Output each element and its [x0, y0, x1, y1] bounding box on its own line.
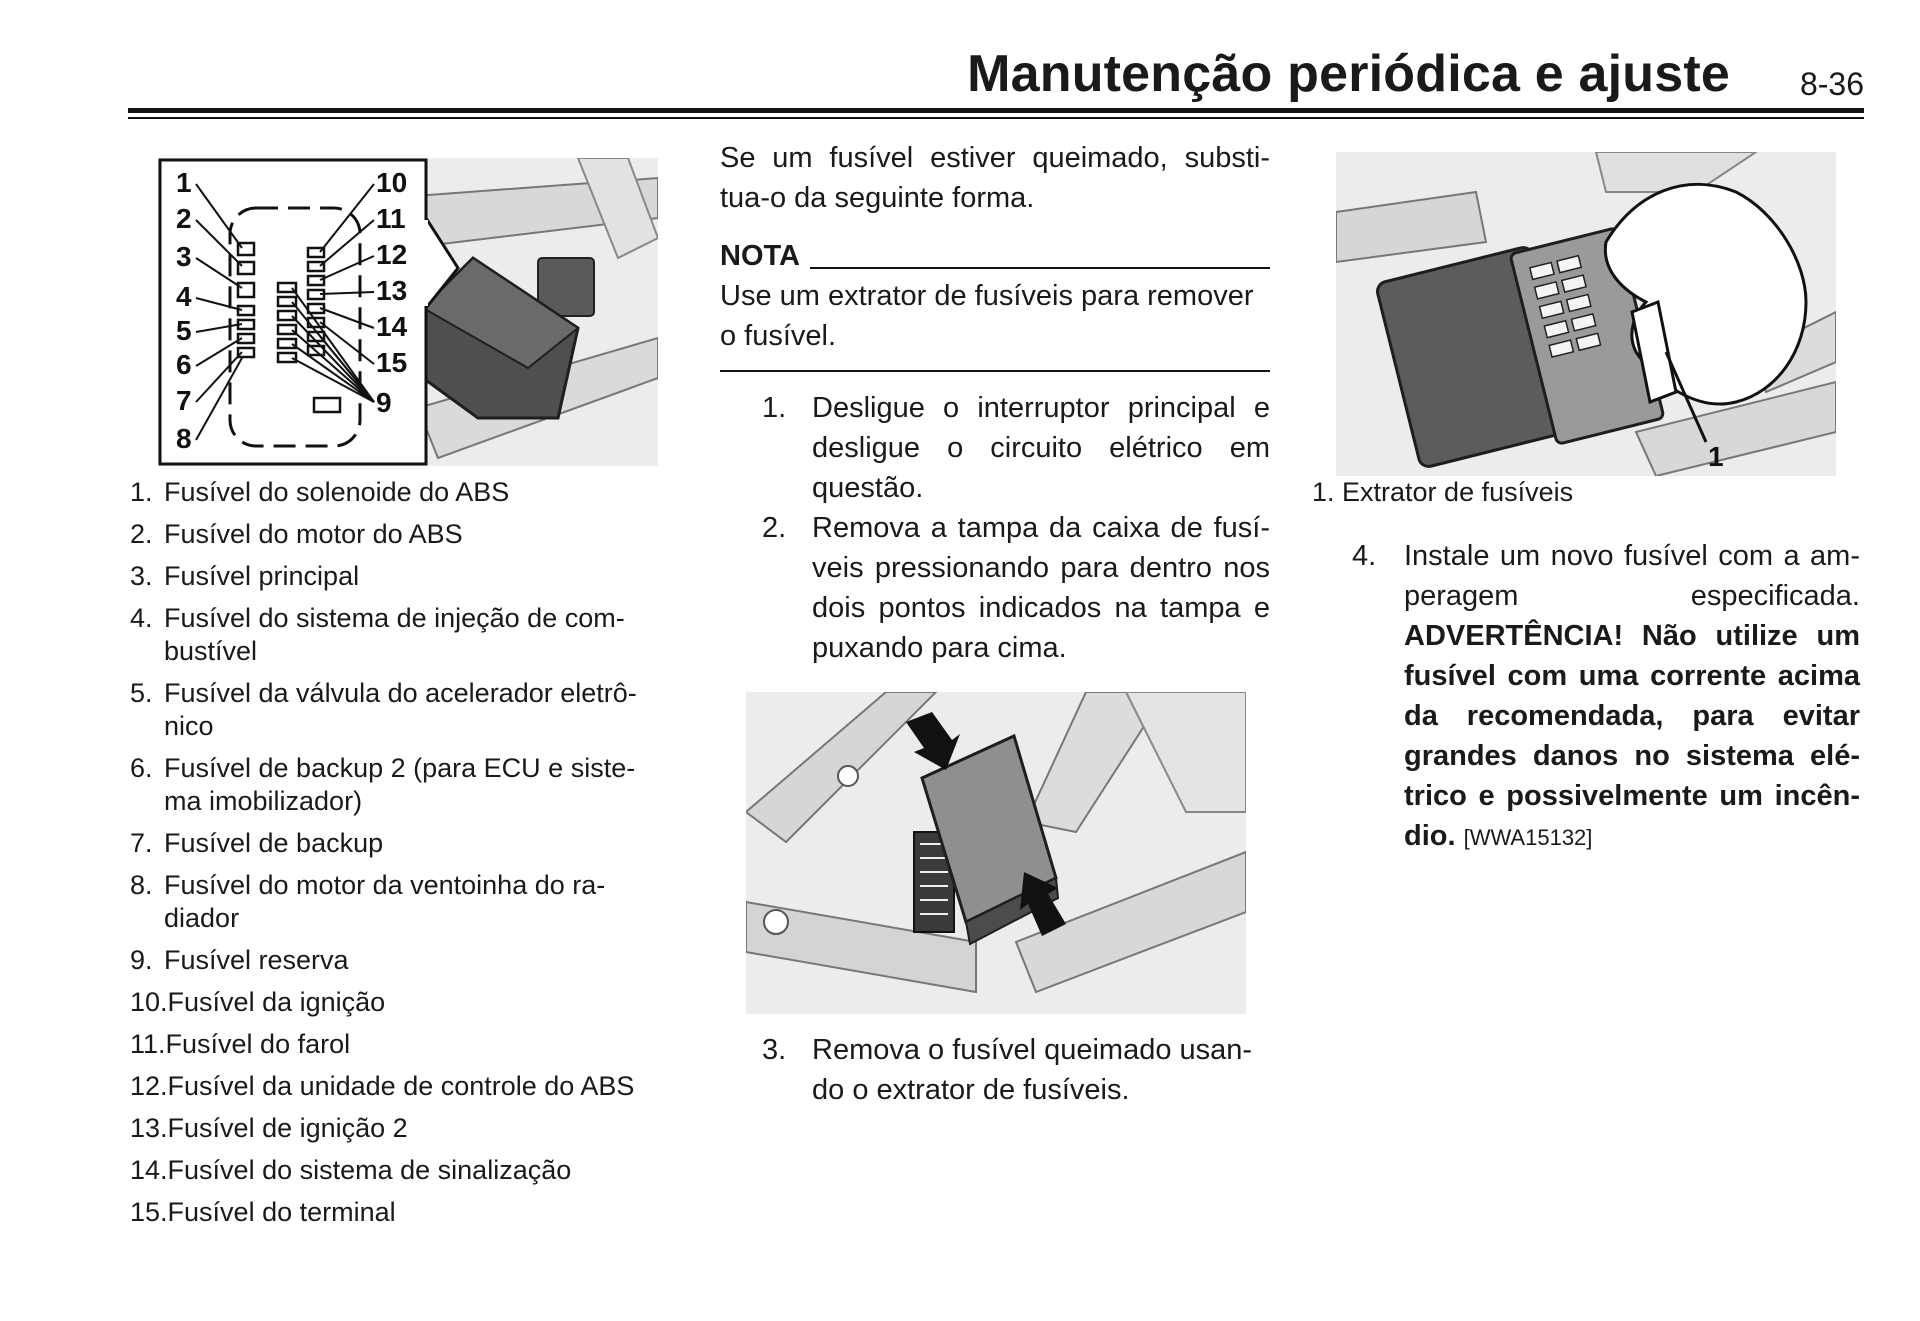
nota-heading [720, 236, 1270, 276]
callout-label: 13 [376, 275, 408, 306]
item-number: 11. [130, 1029, 166, 1059]
item-text: Fusível do terminal [167, 1197, 396, 1227]
step-item [1312, 536, 1860, 858]
item-text: Fusível da válvula do acelerador eletrô-nico [164, 678, 637, 741]
step-number: 2. [762, 512, 787, 544]
item-number: 9. [130, 945, 161, 975]
item-number: 4. [130, 603, 161, 633]
callout-label: 1 [176, 167, 192, 198]
fuse-legend-list [130, 476, 670, 1238]
item-text: Fusível reserva [164, 945, 349, 975]
callout-label: 5 [176, 315, 192, 346]
step-item [720, 1030, 1270, 1110]
step-body [1404, 536, 1860, 858]
step-text: Remova o fusível queimado usan-do o extrator de fusíveis. [812, 1034, 1253, 1106]
item-number: 15. [130, 1197, 168, 1227]
callout-label: 1 [1708, 441, 1724, 472]
fuse-puller-figure [1336, 152, 1836, 476]
item-text: Fusível do solenoide do ABS [164, 477, 510, 507]
item-number: 8. [130, 870, 161, 900]
item-text: Fusível do farol [165, 1029, 351, 1059]
list-item [130, 560, 670, 593]
item-number: 2. [130, 519, 161, 549]
bolt [764, 910, 788, 934]
item-text: Fusível de ignição 2 [167, 1113, 408, 1143]
step-item [720, 388, 1270, 508]
item-text: Fusível de backup [164, 828, 384, 858]
list-item [130, 986, 670, 1019]
item-number: 3. [130, 561, 161, 591]
callout-label: 9 [376, 387, 392, 418]
callout-label: 11 [376, 203, 406, 234]
step-number: 3. [762, 1034, 787, 1066]
list-item [130, 1196, 670, 1229]
item-number: 6. [130, 753, 161, 783]
bolt [838, 766, 858, 786]
item-number: 13. [130, 1113, 168, 1143]
step-text: Remova a tampa da caixa de fusí-veis pressionando para dentro nos dois pontos indicados na tampa e puxando para cima. [812, 512, 1270, 664]
list-item [130, 677, 670, 743]
item-text: Fusível do sistema de injeção de com-bustível [164, 603, 625, 666]
warning-code: [WWA15132] [1463, 825, 1593, 850]
page-number: 8-36 [1799, 66, 1864, 102]
list-item [130, 518, 670, 551]
step-item [720, 508, 1270, 668]
warning-text: ADVERTÊNCIA! Não utilize um fusível com uma corrente acima da recomendada, para evitar grandes danos no sistema elé-trico e possivelmente um incên-dio. [1404, 620, 1860, 852]
list-item [130, 1154, 670, 1187]
nota-text: Use um extrator de fusíveis para remover o fusível. [720, 280, 1254, 352]
list-item [130, 602, 670, 668]
nota-rule [810, 267, 1270, 269]
item-text: Fusível do sistema de sinalização [167, 1155, 572, 1185]
item-number: 14. [130, 1155, 168, 1185]
callout-label: 12 [376, 239, 408, 270]
callout-label: 10 [376, 167, 408, 198]
figure-caption: 1. Extrator de fusíveis [1312, 477, 1574, 507]
callout-label: 2 [176, 203, 192, 234]
item-text: Fusível do motor do ABS [164, 519, 463, 549]
callout-label: 3 [176, 241, 192, 272]
item-text: Fusível do motor da ventoinha do ra-diador [164, 870, 606, 933]
header-rule-thick [128, 108, 1864, 113]
steps-list-continued [720, 1030, 1270, 1110]
step-text: Instale um novo fusível com a am-peragem especificada. [1404, 540, 1860, 612]
item-number: 1. [130, 477, 161, 507]
cover-removal-figure [746, 692, 1246, 1014]
list-item [130, 869, 670, 935]
item-number: 12. [130, 1071, 168, 1101]
fuse-box-figure [158, 158, 658, 466]
step-number: 1. [762, 392, 787, 424]
list-item [130, 1028, 670, 1061]
step-number: 4. [1352, 540, 1377, 572]
page-title: Manutenção periódica e ajuste [967, 45, 1730, 103]
callout-label: 8 [176, 423, 192, 454]
steps-list [720, 388, 1270, 668]
list-item [130, 944, 670, 977]
item-text: Fusível principal [164, 561, 360, 591]
item-text: Fusível da unidade de controle do ABS [167, 1071, 635, 1101]
intro-paragraph: Se um fusível estiver queimado, substi-tua-o da seguinte forma. [720, 142, 1270, 214]
callout-label: 4 [176, 281, 192, 312]
list-item [130, 827, 670, 860]
item-number: 5. [130, 678, 161, 708]
callout-label: 15 [376, 347, 408, 378]
list-item [130, 1112, 670, 1145]
list-item [130, 752, 670, 818]
callout-label: 6 [176, 349, 192, 380]
step-text: Desligue o interruptor principal e desligue o circuito elétrico em questão. [812, 392, 1270, 504]
list-item [130, 1070, 670, 1103]
instructions-column [720, 138, 1270, 668]
header-rule-thin [128, 117, 1864, 119]
nota-label: NOTA [720, 240, 801, 272]
nota-end-rule [720, 370, 1270, 372]
steps-list-final [1312, 536, 1860, 858]
item-text: Fusível de backup 2 (para ECU e siste-ma imobilizador) [164, 753, 636, 816]
item-number: 10. [130, 987, 168, 1017]
item-number: 7. [130, 828, 161, 858]
item-text: Fusível da ignição [167, 987, 386, 1017]
callout-label: 14 [376, 311, 408, 342]
callout-label: 7 [176, 385, 192, 416]
list-item [130, 476, 670, 509]
